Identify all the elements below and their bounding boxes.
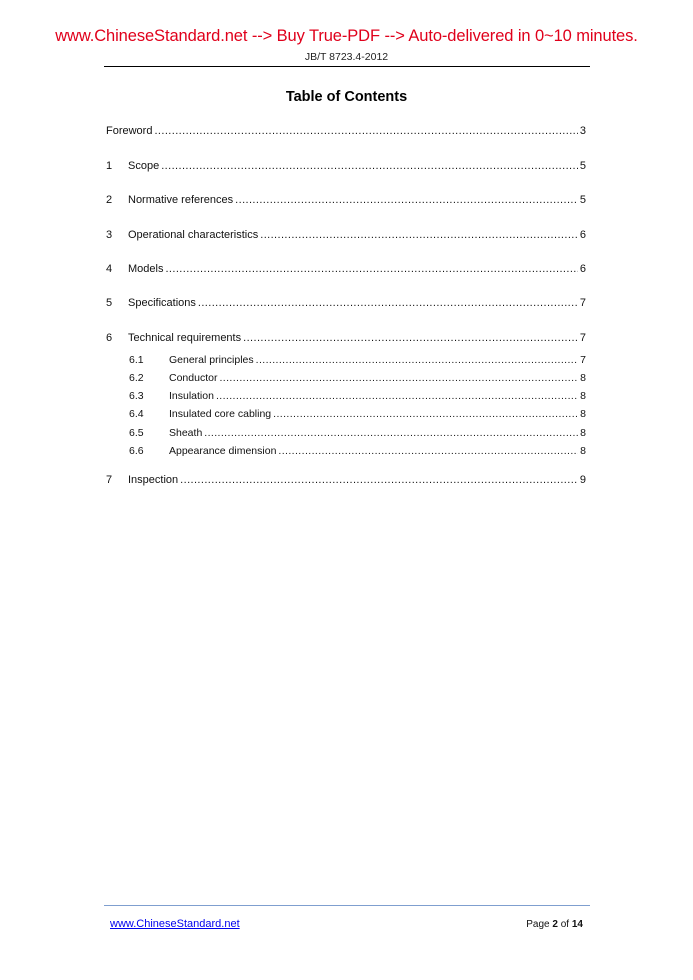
toc-leader-dots: [260, 228, 578, 242]
toc-entry-number: 6.2: [129, 372, 144, 384]
toc-entry-number: 6.5: [129, 427, 144, 439]
footer-website-link[interactable]: www.ChineseStandard.net: [110, 918, 240, 930]
toc-entry-number: 7: [106, 474, 113, 486]
toc-entry-number: 2: [106, 194, 113, 206]
toc-entry-label: Specifications: [128, 297, 196, 309]
toc-entry-label: Scope: [128, 160, 160, 172]
toc-entry-label: Foreword: [106, 125, 153, 137]
toc-entry-label: Inspection: [128, 474, 179, 486]
footer-divider: [104, 905, 590, 906]
toc-entry-page: 7: [580, 354, 586, 366]
toc-entry-number: 6.6: [129, 445, 144, 457]
page-prefix: Page: [526, 919, 550, 930]
toc-entry-page: 5: [579, 160, 586, 172]
toc-leader-dots: [256, 353, 579, 367]
toc-entry-scope[interactable]: [106, 159, 586, 173]
toc-leader-dots: [278, 444, 578, 458]
toc-entry-operational-characteristics[interactable]: [106, 228, 586, 242]
toc-leader-dots: [198, 296, 578, 310]
toc-entry-inspection[interactable]: [106, 473, 586, 487]
toc-entry-normative-references[interactable]: [106, 193, 586, 207]
promo-banner[interactable]: www.ChineseStandard.net --> Buy True-PDF --> Auto-delivered in 0~10 minutes.: [55, 27, 638, 45]
toc-entry-label: Normative references: [128, 194, 234, 206]
toc-entry-number: 6.3: [129, 390, 144, 402]
toc-entry-label: Conductor: [169, 372, 218, 384]
toc-leader-dots: [204, 426, 578, 440]
toc-entry-conductor[interactable]: [129, 371, 586, 385]
toc-entry-label: Insulated core cabling: [169, 408, 272, 420]
toc-leader-dots: [154, 124, 577, 138]
page-number: [526, 919, 583, 930]
toc-entry-number: 5: [106, 297, 113, 309]
toc-entry-page: 8: [580, 372, 586, 384]
toc-entry-number: 3: [106, 229, 113, 241]
toc-entry-page: 9: [579, 474, 586, 486]
toc-entry-foreword[interactable]: [106, 124, 586, 138]
toc-entry-page: 3: [579, 125, 586, 137]
toc-entry-number: 6.1: [129, 354, 144, 366]
toc-entry-label: Operational characteristics: [128, 229, 259, 241]
toc-entry-general-principles[interactable]: [129, 353, 586, 367]
toc-entry-appearance-dimension[interactable]: [129, 444, 586, 458]
toc-leader-dots: [235, 193, 578, 207]
toc-entry-label: Insulation: [169, 390, 214, 402]
toc-entry-page: 8: [580, 390, 586, 402]
toc-leader-dots: [243, 331, 578, 345]
toc-entry-page: 8: [580, 445, 586, 457]
toc-entry-page: 7: [579, 332, 586, 344]
toc-entry-sheath[interactable]: [129, 426, 586, 440]
page-of: of: [560, 919, 570, 930]
toc-entry-insulated-core-cabling[interactable]: [129, 407, 586, 421]
toc-entry-label: Sheath: [169, 427, 203, 439]
toc-entry-number: 6.4: [129, 408, 144, 420]
toc-entry-label: Technical requirements: [128, 332, 242, 344]
toc-entry-page: 6: [579, 229, 586, 241]
toc-entry-insulation[interactable]: [129, 389, 586, 403]
toc-entry-page: 5: [579, 194, 586, 206]
toc-entry-specifications[interactable]: [106, 296, 586, 310]
toc-entry-label: Appearance dimension: [169, 445, 277, 457]
toc-entry-page: 7: [579, 297, 586, 309]
toc-entry-number: 4: [106, 263, 113, 275]
page-total: 14: [571, 919, 583, 930]
toc-entry-page: 8: [580, 408, 586, 420]
toc-leader-dots: [273, 407, 578, 421]
toc-leader-dots: [216, 389, 578, 403]
toc-leader-dots: [180, 473, 578, 487]
toc-leader-dots: [219, 371, 578, 385]
toc-entry-label: General principles: [169, 354, 254, 366]
toc-entry-number: 6: [106, 332, 113, 344]
page-title: Table of Contents: [285, 89, 408, 105]
page-current: 2: [552, 919, 558, 930]
toc-entry-number: 1: [106, 160, 113, 172]
toc-leader-dots: [165, 262, 577, 276]
toc-entry-page: 8: [580, 427, 586, 439]
toc-entry-page: 6: [579, 263, 586, 275]
toc-entry-technical-requirements[interactable]: [106, 331, 586, 345]
toc-entry-models[interactable]: [106, 262, 586, 276]
header-divider: [104, 66, 590, 67]
toc-leader-dots: [161, 159, 578, 173]
toc-entry-label: Models: [128, 263, 164, 275]
standard-number: JB/T 8723.4-2012: [304, 51, 389, 63]
